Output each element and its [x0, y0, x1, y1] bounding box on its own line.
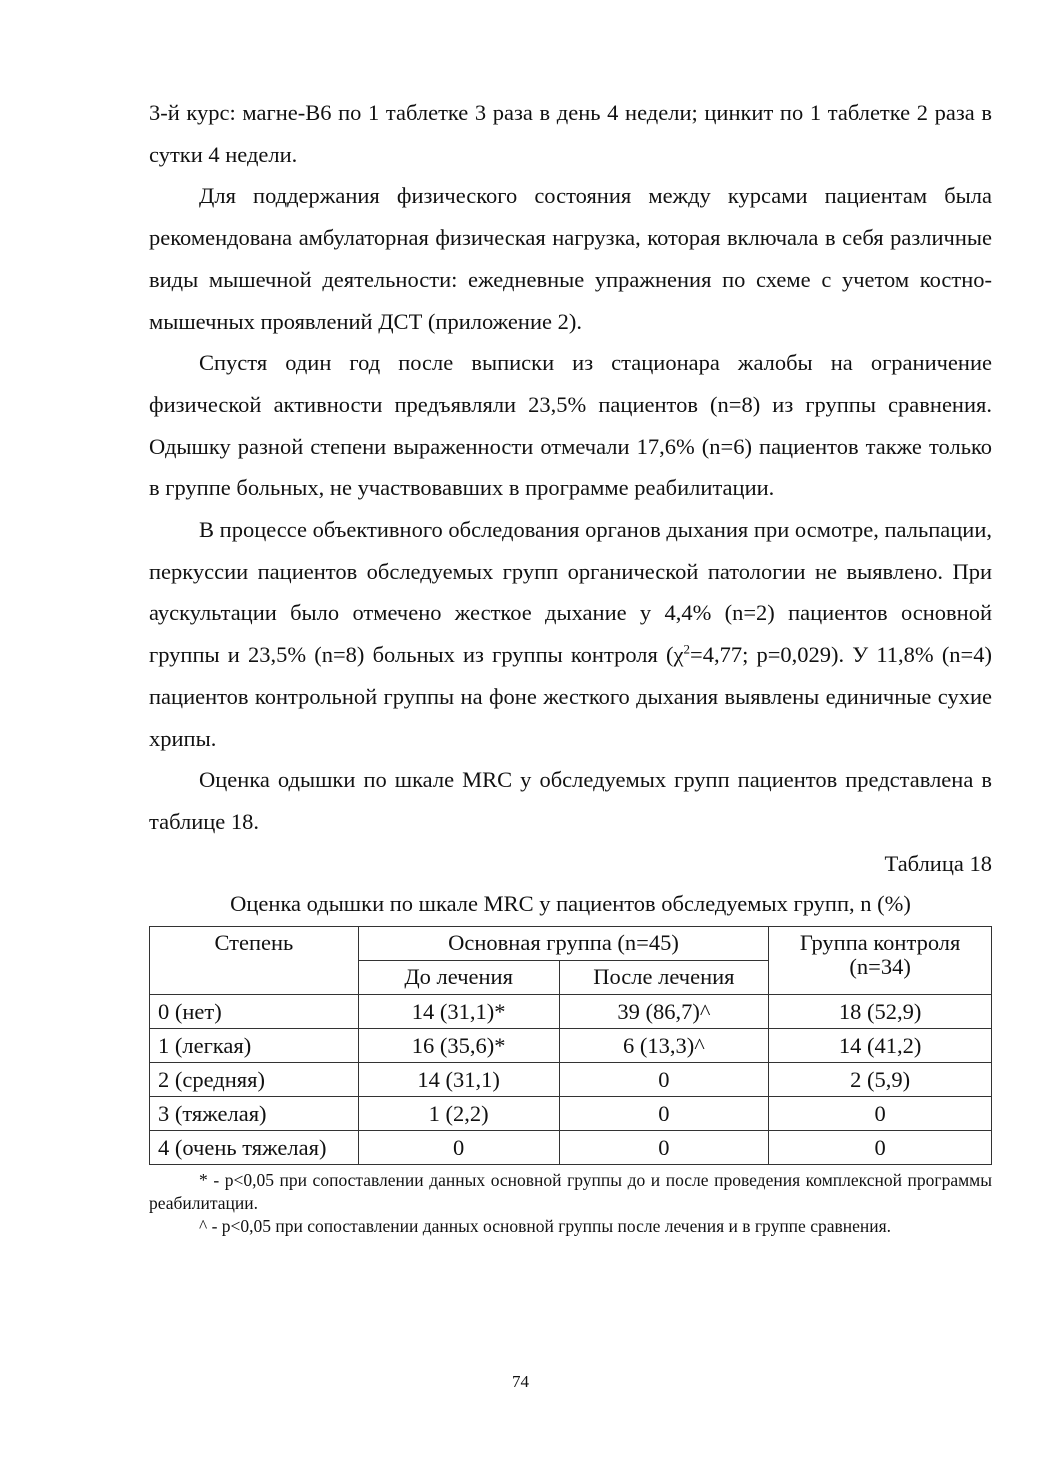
cell-after: 0 — [559, 1097, 769, 1131]
paragraph-auscultation-part1: В процессе объективного обследования органов дыхания при осмотре, пальпации, перкуссии пациентов обследуемых групп органической патологии не выявлено. При аускультации было отмечено жесткое дыхание у 4,4% (n=2) пациентов основной группы и 23,5% (n=8) больных из группы контроля ( — [149, 517, 992, 668]
table-header-row — [150, 927, 992, 961]
table-row — [150, 1063, 992, 1097]
cell-control: 18 (52,9) — [769, 995, 992, 1029]
header-control-group: Группа контроля (n=34) — [769, 927, 992, 995]
cell-before: 16 (35,6)* — [358, 1029, 559, 1063]
table-caption: Оценка одышки по шкале MRC у пациентов обследуемых групп, n (%) — [230, 891, 911, 917]
cell-degree: 1 (легкая) — [150, 1029, 359, 1063]
mrc-table — [149, 926, 992, 1165]
document-page — [149, 92, 992, 1238]
chi-square-symbol: $\chi^2$ — [673, 641, 690, 668]
table-row — [150, 995, 992, 1029]
paragraph-auscultation-part2: =4,77; p=0,029). У 11,8% (n=4) пациентов контрольной группы на фоне жесткого дыхания выявлены единичные сухие хрипы. — [149, 642, 992, 751]
paragraph-mrc-intro: Оценка одышки по шкале MRC у обследуемых групп пациентов представлена в таблице 18. — [149, 767, 992, 834]
cell-control: 2 (5,9) — [769, 1063, 992, 1097]
table-row — [150, 1029, 992, 1063]
cell-before: 0 — [358, 1131, 559, 1165]
cell-degree: 2 (средняя) — [150, 1063, 359, 1097]
header-before-treatment: До лечения — [358, 961, 559, 995]
cell-degree: 4 (очень тяжелая) — [150, 1131, 359, 1165]
cell-control: 0 — [769, 1131, 992, 1165]
cell-after: 0 — [559, 1131, 769, 1165]
cell-degree: 0 (нет) — [150, 995, 359, 1029]
paragraph-physical-load: Для поддержания физического состояния между курсами пациентам была рекомендована амбулаторная физическая нагрузка, которая включала в себя различные виды мышечной деятельности: ежедневные упражнения по схеме с учетом костно-мышечных проявлений ДСТ (приложение 2). — [149, 183, 992, 334]
paragraph-course-3: 3-й курс: магне-B6 по 1 таблетке 3 раза в день 4 недели; цинкит по 1 таблетке 2 раза в сутки 4 недели. — [149, 100, 992, 167]
header-degree: Степень — [150, 927, 359, 995]
note-asterisk: * - p<0,05 при сопоставлении данных основной группы до и после проведения комплексной программы реабилитации. — [149, 1170, 992, 1214]
header-main-group: Основная группа (n=45) — [358, 927, 768, 961]
cell-before: 14 (31,1)* — [358, 995, 559, 1029]
cell-after: 0 — [559, 1063, 769, 1097]
table-number: Таблица 18 — [884, 850, 992, 876]
note-caret: ^ - p<0,05 при сопоставлении данных основной группы после лечения и в группе сравнения. — [199, 1216, 892, 1237]
cell-control: 0 — [769, 1097, 992, 1131]
cell-before: 1 (2,2) — [358, 1097, 559, 1131]
cell-before: 14 (31,1) — [358, 1063, 559, 1097]
table-row — [150, 1131, 992, 1165]
paragraph-one-year-followup: Спустя один год после выписки из стационара жалобы на ограничение физической активности предъявляли 23,5% пациентов (n=8) из группы сравнения. Одышку разной степени выраженности отмечали 17,6% (n=6) пациентов также только в группе больных, не участвовавших в программе реабилитации. — [149, 350, 992, 501]
table-notes — [149, 1169, 992, 1238]
cell-control: 14 (41,2) — [769, 1029, 992, 1063]
paragraph-auscultation — [149, 509, 992, 759]
cell-after: 39 (86,7)^ — [559, 995, 769, 1029]
table-row — [150, 1097, 992, 1131]
header-after-treatment: После лечения — [559, 961, 769, 995]
cell-after: 6 (13,3)^ — [559, 1029, 769, 1063]
page-number: 74 — [512, 1372, 529, 1391]
cell-degree: 3 (тяжелая) — [150, 1097, 359, 1131]
